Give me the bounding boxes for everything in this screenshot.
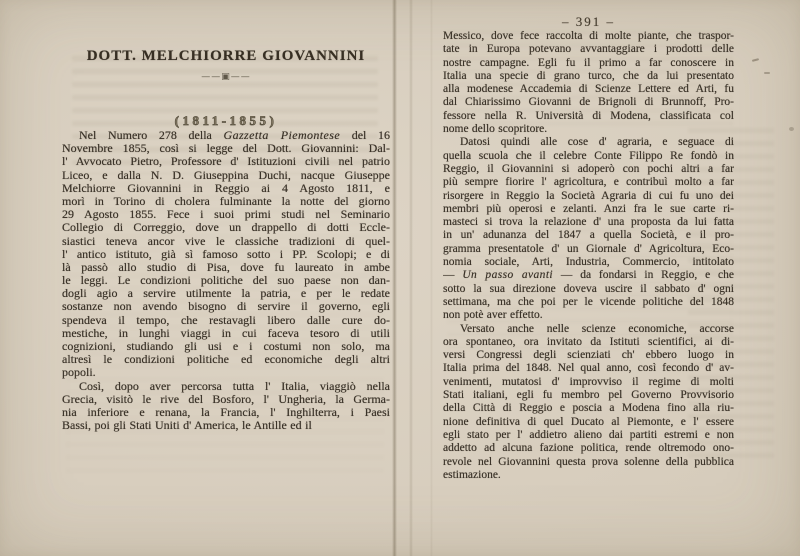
text-line: spendeva il tempo, che restavagli libero dalle cure do- (62, 313, 390, 327)
text-line: tate in Europa potevano avvantaggiare i prodotti delle (443, 43, 734, 56)
text-line: morì in Torino di cholera fulminante la notte del giorno (62, 194, 390, 208)
text-line: altresì le condizioni politiche ed economiche degli altri (62, 353, 390, 367)
text-line: dogli agio a servire utilmente la patria, e per le redate (62, 287, 390, 301)
page-title: DOTT. MELCHIORRE GIOVANNINI (86, 48, 366, 64)
text-line: là passò allo studio di Pisa, dove fu laureato in ambe (62, 260, 390, 274)
text-line: — Un passo avanti — da fondarsi in Reggio, e che (443, 269, 734, 282)
right-paragraph-1 (443, 30, 734, 136)
paper-speck (752, 58, 759, 62)
text-line: Così, dopo aver percorsa tutta l' Italia, viaggiò nella (79, 379, 390, 393)
text-line: Melchiorre Giovannini in Reggio ai 4 Agosto 1811, e (62, 181, 390, 195)
text-line: siastici teneva ancor vive le classiche tradizioni di quel- (62, 234, 390, 248)
paper-speck (789, 127, 794, 131)
text-line: l' antico istituto, già sì famoso sotto i PP. Scolopi; e di (62, 247, 390, 261)
text-line: Grecia, visitò le rive del Bosforo, l' Ungheria, la Germa- (62, 392, 390, 406)
text-line: Novembre 1855, così si legge del Dott. Giovannini: Dal- (62, 142, 390, 156)
gutter-crease (430, 0, 433, 556)
right-paragraph-3 (443, 323, 734, 483)
text-line: sotto la sua direzione doveva uscire il sabbato d' ogni (443, 282, 734, 295)
text-line: fessore nella R. Università di Modena, classificata col (443, 109, 734, 122)
text-line: più sempre fiorire l' agricoltura, e contribuì molto a far (443, 176, 734, 189)
text-line: alla modenese Accademia di Scienze Lettere ed Arti, fu (443, 83, 734, 96)
text-line: cognizioni, studiando gli usi e i costumi non solo, ma (62, 340, 390, 353)
right-page (443, 8, 734, 482)
years-heading: (1811-1855) (174, 113, 278, 128)
text-line: della Città di Reggio e poscia a Modena fino alla riu- (443, 402, 734, 415)
text-line: egli stato per l' addietro alieno dai partiti estremi e non (443, 428, 734, 441)
left-page (62, 40, 390, 432)
text-line: 29 Agosto 1855. Fece i suoi primi studi nel Seminario (62, 208, 390, 222)
left-paragraph-2 (62, 380, 390, 433)
text-line: nione definitiva di quel Ducato al Piemonte, e l' essere (443, 415, 734, 428)
text-line: sostanze non avendo bisogno di servire il governo, egli (62, 300, 390, 314)
text-line: l' Avvocato Pietro, Professore d' Istituzioni civili nel patrio (62, 155, 390, 169)
gutter-crease (392, 0, 397, 556)
text-line: Collegio di Correggio, dove un drappello di dotti Eccle- (62, 221, 390, 235)
text-line: mestiche, in lunghi viaggi in cui faceva tesoro di utili (62, 326, 390, 340)
text-line: Nel Numero 278 della Gazzetta Piemontese del 16 (79, 129, 390, 142)
text-line: versi Congressi degli scienziati ch' ebbero luogo in (443, 349, 734, 362)
text-line: addetto ad alcuna fazione politica, rende oltremodo ono- (443, 442, 734, 455)
text-line: masteci si trova la relazione d' una proposta da lui fatta (443, 216, 734, 229)
text-line: ora spontaneo, ora invitato da Istituti scientifici, ai di- (443, 335, 734, 348)
text-line: Stati italiani, egli fu membro pel Governo Provvisorio (443, 389, 734, 402)
text-line: in un' adunanza del 1847 a quella Società, e il pro- (443, 229, 734, 242)
text-line: membri più operosi e zelanti. Anzi fra le sue carte ri- (443, 202, 734, 215)
text-line: non potè aver effetto. (443, 309, 543, 322)
text-line: Bassi, poi gli Stati Uniti d' America, le Antille ed il (62, 419, 312, 433)
text-line: Versato anche nelle scienze economiche, accorse (460, 322, 734, 335)
left-paragraph-1 (62, 129, 390, 380)
text-line: risorgere in Reggio la Società Agraria di cui fu uno dei (443, 189, 734, 202)
text-line: dal Chiarissimo Giovanni de Brignoli di Brunnoff, Pro- (443, 96, 734, 109)
text-line: popoli. (62, 366, 96, 380)
page-number: – 391 – (562, 14, 615, 29)
text-line: Reggio, il Giovannini si adoperò con pochi altri a far (443, 162, 734, 175)
gutter-crease (409, 0, 413, 556)
text-line: Liceo, e dalla N. D. Giuseppina Duchi, nacque Giuseppe (62, 168, 390, 182)
ornament-divider: ——▣—— (201, 72, 251, 82)
text-line: quella scuola che il celebre Conte Filippo Re fondò in (443, 149, 734, 162)
text-line: Messico, dove fece raccolta di molte piante, che traspor- (443, 30, 734, 42)
text-line: le leggi. Le condizioni politiche del suo paese non dan- (62, 274, 390, 288)
text-line: estimazione. (443, 468, 501, 481)
right-paragraph-2 (443, 136, 734, 322)
text-line: venimenti, mutatosi d' improvviso il regime di molti (443, 375, 734, 388)
text-line: settimana, ma che poi per le vicende politiche del 1848 (443, 295, 734, 308)
text-line: gramma presentatole d' un Giornale d' Agricoltura, Eco- (443, 242, 734, 255)
text-line: nome dello scopritore. (443, 123, 548, 136)
paper-speck (764, 72, 770, 74)
text-line: nia inferiore e renana, la Francia, l' Inghilterra, i Paesi (62, 405, 390, 419)
text-line: Italia prima del 1848. Nel qual anno, così fecondo d' av- (443, 362, 734, 375)
text-line: nostre campagne. Egli fu il primo a far conoscere in (443, 56, 734, 69)
text-line: Datosi quindi alle cose d' agraria, e seguace di (460, 136, 734, 149)
text-line: Italia una specie di grano turco, che da lui presentato (443, 69, 734, 82)
text-line: nomia sociale, Arti, Industria, Commercio, intitolato (443, 256, 734, 269)
text-line: revole nel Giovannini questa prova solenne della pubblica (443, 455, 734, 468)
